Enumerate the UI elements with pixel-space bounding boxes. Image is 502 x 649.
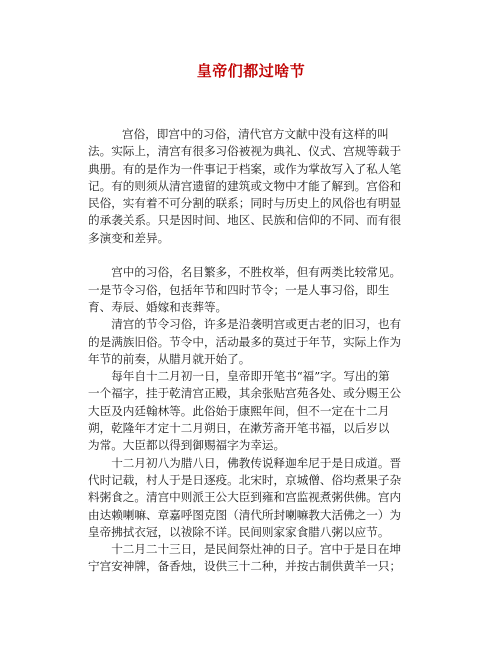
text-line: 记。有的则须从清宫遗留的建筑或文物中才能了解到。宫俗和 [88,178,402,193]
text-line: 的承袭关系。只是因时间、地区、民族和信仰的不同、而有很 [88,213,402,228]
text-line: 代时记载，村人于是日逐疫。北宋时，京城僧、俗均煮果子杂 [88,472,402,487]
text-line: 清宫的节令习俗，许多是沿袭明宫或更古老的旧习，也有 [111,317,402,332]
text-line: 由达赖喇嘛、章嘉呼图克图（清代所封喇嘛教大活佛之一）为 [88,507,402,522]
text-line: 一个福字，挂于乾清宫正殿，其余张贴宫苑各处、或分赐王公 [88,386,402,401]
paragraph-gap [88,247,428,264]
text-line: 宁宫安神牌，备香烛，设供三十二种，并按古制供黄羊一只； [88,559,402,574]
text-line: 宫中的习俗，名目繁多，不胜枚举，但有两类比较常见。 [111,265,402,280]
document-body [88,126,428,576]
text-line: 宫俗，即宫中的习俗，清代官方文献中没有这样的叫 [122,127,389,141]
text-line: 年节的前奏，从腊月就开始了。 [88,351,251,366]
text-line: 大臣及内廷翰林等。此俗始于康熙年间，但不一定在十二月 [88,403,390,418]
text-line: 法。实际上，清宫有很多习俗被视为典礼、仪式、宫规等载于 [88,144,402,159]
text-line: 十二月初八为腊八日，佛教传说释迦牟尼于是日成道。晋 [111,455,402,470]
text-line: 每年自十二月初一日，皇帝即开笔书“福”字。写出的第 [111,369,390,384]
text-line: 料粥食之。清宫中则派王公大臣到雍和宫监视煮粥供佛。宫内 [88,490,402,505]
text-line: 朔，乾隆年才定十二月朔日，在漱芳斋开笔书福，以后岁以 [88,421,390,436]
text-line: 为常。大臣都以得到御赐福字为幸运。 [88,438,286,453]
text-line: 多演变和差异。 [88,230,170,245]
text-line: 十二月二十三日，是民间祭灶神的日子。宫中于是日在坤 [111,542,402,557]
document-title: 皇帝们都过啥节 [196,62,306,80]
text-line: 典册。有的是作为一件事记于档案，或作为掌故写入了私人笔 [88,161,402,176]
text-line: 育、寿辰、婚嫁和丧葬等。 [88,299,228,314]
text-line: 皇帝拂拭衣冠，以祓除不详。民间则家家食腊八粥以应节。 [88,524,390,539]
text-line: 一是节令习俗，包括年节和四时节令；一是人事习俗，即生 [88,282,390,297]
text-line: 民俗，实有着不可分割的联系；同时与历史上的风俗也有明显 [88,196,402,211]
text-line: 的是满族旧俗。节令中，活动最多的莫过于年节，实际上作为 [88,334,402,349]
